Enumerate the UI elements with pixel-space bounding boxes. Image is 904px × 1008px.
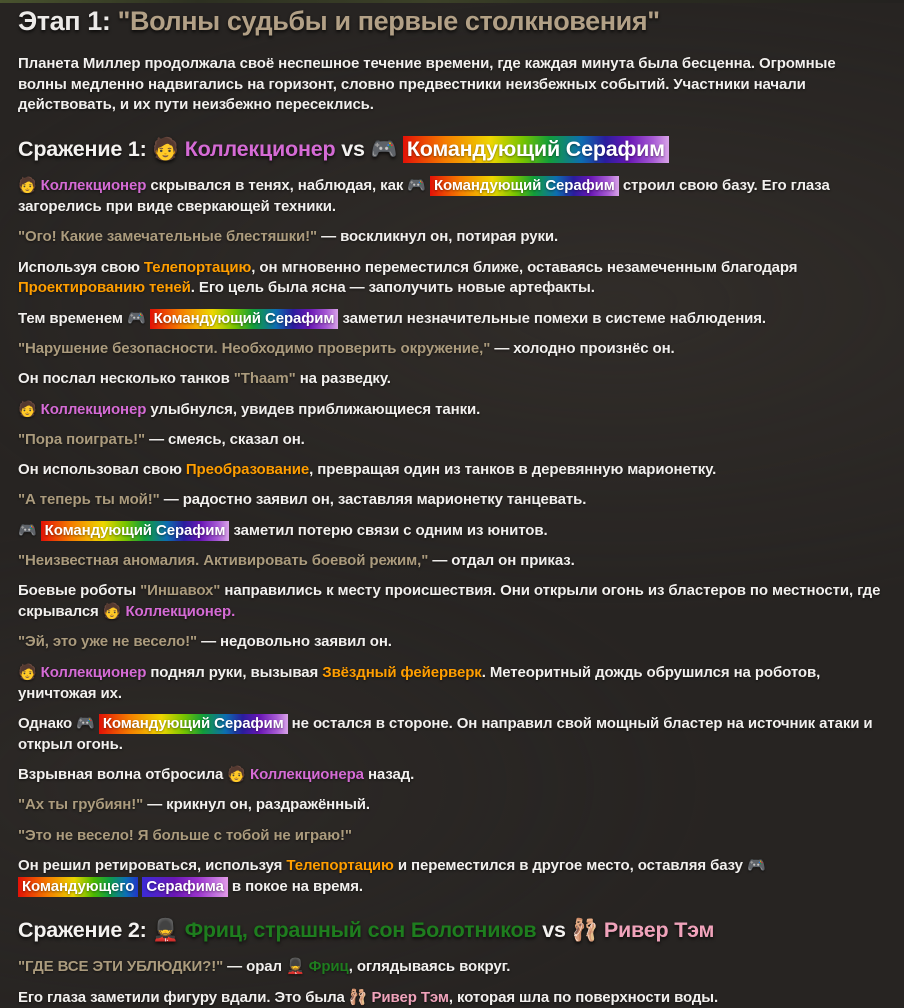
story-paragraph xyxy=(18,663,886,705)
gamepad-icon: 🎮 xyxy=(407,177,430,195)
story-text: заметил потерю связи с одним из юнитов. xyxy=(229,521,548,539)
character-name-seraphim: Командующий Серафим xyxy=(99,714,288,734)
character-name-collector: Коллекционер xyxy=(184,137,336,162)
story-text: — отдал он приказ. xyxy=(428,552,575,570)
story-paragraph xyxy=(18,460,886,481)
quote-text: "Пора поиграть!" xyxy=(18,430,145,448)
story-text: — крикнул он, раздражённый. xyxy=(143,796,370,814)
story-text: строил свою базу. Его глаза загорелись при виде сверкающей техники. xyxy=(18,177,830,215)
story-text: Он послал несколько танков xyxy=(18,370,234,388)
battle-heading xyxy=(18,917,886,945)
story-text: — недовольно заявил он. xyxy=(197,633,392,651)
story-paragraph xyxy=(18,856,886,898)
quote-text: "Это не весело! Я больше с тобой не играю!" xyxy=(18,826,352,844)
story-paragraph xyxy=(18,632,886,653)
character-name-collector: Коллекционер xyxy=(40,663,147,681)
character-name-seraphim: Командующий Серафим xyxy=(430,176,619,196)
quote-text: "Ого! Какие замечательные блестяшки!" xyxy=(18,228,318,246)
person-icon: 🧑 xyxy=(18,663,41,681)
ability-name: Телепортацию xyxy=(286,856,394,874)
story-text: в покое на время. xyxy=(227,877,363,895)
story-text: Его глаза заметили фигуру вдали. Это была xyxy=(18,988,349,1006)
story-text: улыбнулся, увидев приближающиеся танки. xyxy=(146,400,481,418)
quote-text: "Нарушение безопасности. Необходимо проверить окружение," xyxy=(18,339,491,357)
story-text: , оглядываясь вокруг. xyxy=(348,958,511,976)
story-text: . Метеоритный дождь обрушился на роботов, уничтожая их. xyxy=(18,663,821,702)
story-paragraph xyxy=(18,54,886,116)
character-name-seraphim: Командующий Серафим xyxy=(150,309,339,329)
story-text: Сражение 2: xyxy=(18,918,153,943)
story-paragraph xyxy=(18,430,886,451)
story-text: — радостно заявил он, заставляя марионетку танцевать. xyxy=(159,491,587,509)
story-paragraph xyxy=(18,490,886,511)
gamepad-icon: 🎮 xyxy=(126,309,150,327)
story-text: — смеясь, сказал он. xyxy=(145,430,305,448)
story-text: направились к месту происшествия. Они открыли огонь из бластеров по местности, где скрывался xyxy=(18,582,881,621)
story-text: заметил незначительные помехи в системе наблюдения. xyxy=(338,309,767,327)
story-text: Планета Миллер продолжала своё неспешное течение времени, где каждая минута была бесценна. Огромные волны медленно надвигались на горизонт, словно предвестники неизбежных событий. Участники начали действовать, и их пути неизбежно пересеклись. xyxy=(18,54,836,114)
story-text: назад. xyxy=(363,765,415,783)
person-icon: 🧑 xyxy=(18,177,41,195)
person-icon: 🧑 xyxy=(227,765,251,783)
story-paragraph xyxy=(18,227,886,248)
character-name-fritz: Фриц xyxy=(308,958,349,976)
story-text: Сражение 1: xyxy=(18,137,153,162)
story-text: vs xyxy=(335,137,371,162)
story-paragraph xyxy=(18,988,886,1008)
story-text: Он решил ретироваться, используя xyxy=(18,856,287,874)
character-name-collector: Коллекционер xyxy=(40,400,147,418)
story-paragraph xyxy=(18,369,886,390)
ability-name: Проектированию теней xyxy=(18,279,191,297)
ability-name: Телепортацию xyxy=(143,258,252,276)
story-blocks xyxy=(18,54,886,1008)
guard-icon: 💂 xyxy=(152,918,185,943)
quote-text: "Иншавох" xyxy=(140,582,221,600)
quote-text: "ГДЕ ВСЕ ЭТИ УБЛЮДКИ?!" xyxy=(18,958,224,976)
story-text: на разведку. xyxy=(295,370,391,388)
quote-text: "Эй, это уже не весело!" xyxy=(18,633,197,651)
story-paragraph xyxy=(18,714,886,756)
person-icon: 🧑 xyxy=(18,400,41,418)
story-text: — холодно произнёс он. xyxy=(490,339,675,357)
story-text: — орал xyxy=(223,958,287,976)
gamepad-icon: 🎮 xyxy=(76,714,99,732)
story-text: поднял руки, вызывая xyxy=(146,663,323,681)
quote-text: "Неизвестная аномалия. Активировать боевой режим," xyxy=(18,552,429,570)
character-name-collector: Коллекционер. xyxy=(125,603,236,621)
character-name-fritz: Фриц, страшный сон Болотников xyxy=(184,918,537,943)
quote-text: "Thaam" xyxy=(233,370,296,388)
ballet-shoes-icon: 🩰 xyxy=(571,918,604,943)
gamepad-icon: 🎮 xyxy=(370,137,403,162)
gamepad-icon: 🎮 xyxy=(746,856,766,874)
story-text: , превращая один из танков в деревянную марионетку. xyxy=(309,461,717,479)
person-icon: 🧑 xyxy=(152,137,185,162)
story-text: , которая шла по поверхности воды. xyxy=(448,988,719,1006)
story-text: , он мгновенно переместился ближе, оставаясь незамеченным благодаря xyxy=(251,258,798,276)
story-content xyxy=(0,6,904,1008)
battle-heading xyxy=(18,136,886,164)
character-name-collector: Коллекционер xyxy=(40,177,147,195)
guard-icon: 💂 xyxy=(286,958,309,976)
story-paragraph xyxy=(18,400,886,421)
story-paragraph xyxy=(18,765,886,786)
story-paragraph xyxy=(18,258,886,300)
character-name-river: Ривер Тэм xyxy=(371,988,449,1006)
story-text: Он использовал свою xyxy=(18,461,186,479)
stage-label: Этап 1: xyxy=(18,6,111,36)
character-name-seraphim: Командующий Серафим xyxy=(41,521,230,541)
story-text: Используя свою xyxy=(18,258,144,276)
story-paragraph xyxy=(18,176,886,218)
story-paragraph xyxy=(18,957,886,978)
story-text: Взрывная волна отбросила xyxy=(18,765,228,783)
quote-text: "Ах ты грубиян!" xyxy=(18,796,144,814)
story-text: — воскликнул он, потирая руки. xyxy=(317,228,559,246)
ability-name: Звёздный фейерверк xyxy=(322,663,482,681)
story-text: скрывался в тенях, наблюдая, как xyxy=(146,177,408,195)
character-name-river: Ривер Тэм xyxy=(603,918,715,943)
story-paragraph xyxy=(18,339,886,360)
person-icon: 🧑 xyxy=(102,603,126,621)
character-name-seraphim: Серафима xyxy=(142,877,227,897)
story-text: Однако xyxy=(18,714,77,732)
story-text: Тем временем xyxy=(18,309,127,327)
story-text: и переместился в другое место, оставляя базу xyxy=(393,856,747,874)
story-text: не остался в стороне. Он направил свой мощный бластер на источник атаки и открыл огонь. xyxy=(18,714,873,753)
character-name-seraphim: Командующий Серафим xyxy=(403,136,669,163)
character-name-seraphim: Командующего xyxy=(18,877,138,897)
story-text: Боевые роботы xyxy=(18,582,141,600)
story-paragraph xyxy=(18,826,886,847)
story-paragraph xyxy=(18,581,886,623)
character-name-collector: Коллекционера xyxy=(250,765,364,783)
story-paragraph xyxy=(18,521,886,542)
gamepad-icon: 🎮 xyxy=(18,521,41,539)
story-paragraph xyxy=(18,309,886,330)
ballet-shoes-icon: 🩰 xyxy=(348,988,372,1006)
background-top-edge xyxy=(0,0,904,3)
quote-text: "А теперь ты мой!" xyxy=(18,491,160,509)
story-paragraph xyxy=(18,551,886,572)
story-text: vs xyxy=(536,918,572,943)
story-text: . Его цель была ясна — заполучить новые артефакты. xyxy=(190,279,595,297)
stage-quote-title: "Волны судьбы и первые столкновения" xyxy=(110,6,660,36)
stage-title xyxy=(18,6,886,38)
story-paragraph xyxy=(18,795,886,816)
ability-name: Преобразование xyxy=(185,461,310,479)
